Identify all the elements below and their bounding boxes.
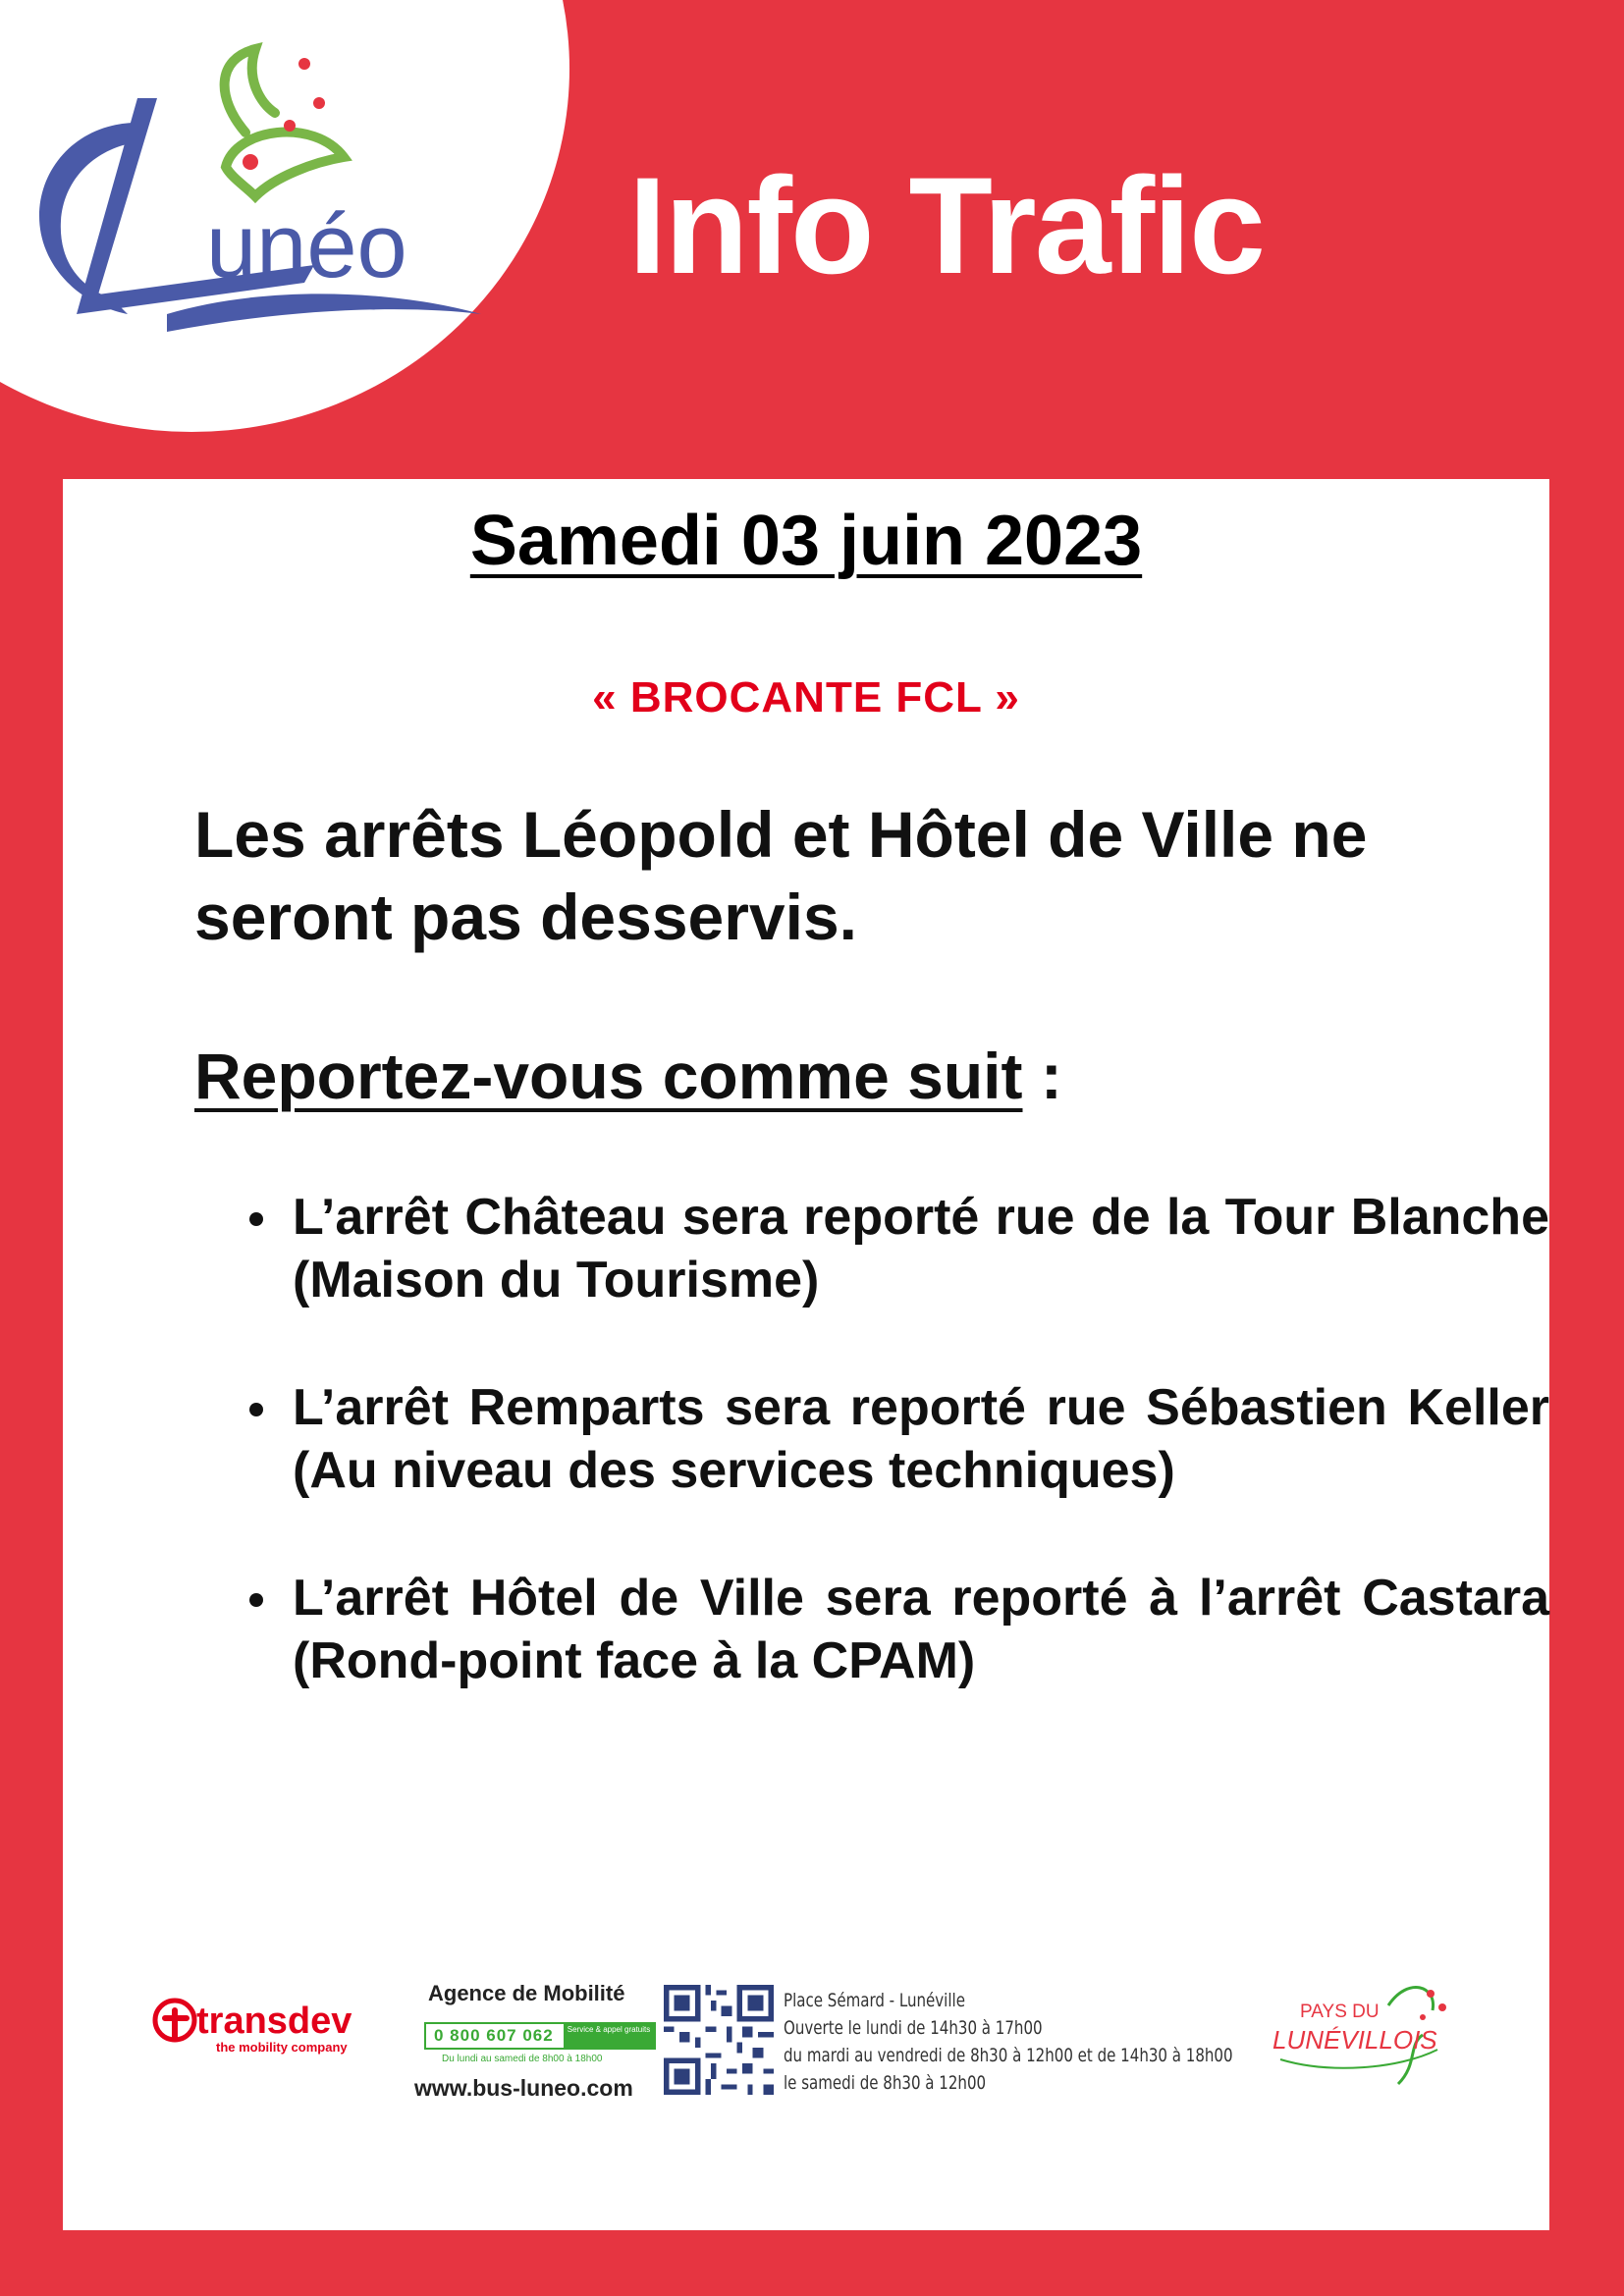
- transdev-logo[interactable]: [147, 1979, 383, 2067]
- address-line: le samedi de 8h30 à 12h00: [784, 2072, 987, 2094]
- page-title: Info Trafic: [628, 148, 1264, 302]
- address-line: Place Sémard - Lunéville: [784, 1990, 965, 2011]
- event-name: « BROCANTE FCL »: [592, 673, 1020, 721]
- phone-hours: Du lundi au samedi de 8h00 à 18h00: [442, 2054, 603, 2064]
- redirect-heading: Reportez-vous comme suit :: [194, 1040, 1062, 1112]
- qr-code-icon[interactable]: [664, 1985, 774, 2095]
- main-message: Les arrêts Léopold et Hôtel de Ville ne seront pas desservis.: [194, 798, 1368, 953]
- logo-underline-swoosh: [167, 294, 481, 332]
- phone-tag: Service & appel gratuits: [564, 2024, 654, 2048]
- agency-address: [784, 1987, 1233, 2097]
- list-item: L’arrêt Remparts sera reporté rue Sébastien Keller (Au niveau des services techniques): [194, 1376, 1549, 1502]
- bullet-icon: [249, 1593, 263, 1607]
- bullet-icon: [249, 1212, 263, 1226]
- address-line: Ouverte le lundi de 14h30 à 17h00: [784, 2017, 1043, 2039]
- svg-text:PAYS DU: PAYS DU: [1300, 2002, 1380, 2022]
- luneo-logo[interactable]: [20, 20, 530, 353]
- notice-date: Samedi 03 juin 2023: [469, 502, 1143, 580]
- svg-text:LUNÉVILLOIS: LUNÉVILLOIS: [1272, 2025, 1437, 2055]
- logo-dot: [298, 58, 310, 70]
- svg-text:the mobility company: the mobility company: [216, 2040, 348, 2055]
- svg-text:transdev: transdev: [196, 2001, 352, 2042]
- address-line: du mardi au vendredi de 8h30 à 12h00 et de 14h30 à 18h00: [784, 2045, 1233, 2066]
- logo-leaf-icon: [225, 49, 344, 196]
- agency-title: Agence de Mobilité: [428, 1981, 625, 2005]
- pays-du-lunevillois-logo[interactable]: [1251, 1966, 1467, 2104]
- logo-dot: [313, 97, 325, 109]
- bullet-icon: [249, 1403, 263, 1416]
- logo-text: unéo: [206, 196, 407, 296]
- logo-dot: [243, 154, 258, 170]
- phone-number: 0 800 607 062: [426, 2026, 564, 2046]
- website-link[interactable]: www.bus-luneo.com: [414, 2075, 633, 2101]
- list-item: L’arrêt Hôtel de Ville sera reporté à l’arrêt Castara (Rond-point face à la CPAM): [194, 1567, 1549, 1692]
- stop-list: [194, 1186, 1549, 1757]
- logo-dot: [284, 120, 296, 132]
- phone-badge[interactable]: [424, 2022, 656, 2050]
- list-item: L’arrêt Château sera reporté rue de la Tour Blanche (Maison du Tourisme): [194, 1186, 1549, 1311]
- notice-panel: [63, 479, 1549, 2230]
